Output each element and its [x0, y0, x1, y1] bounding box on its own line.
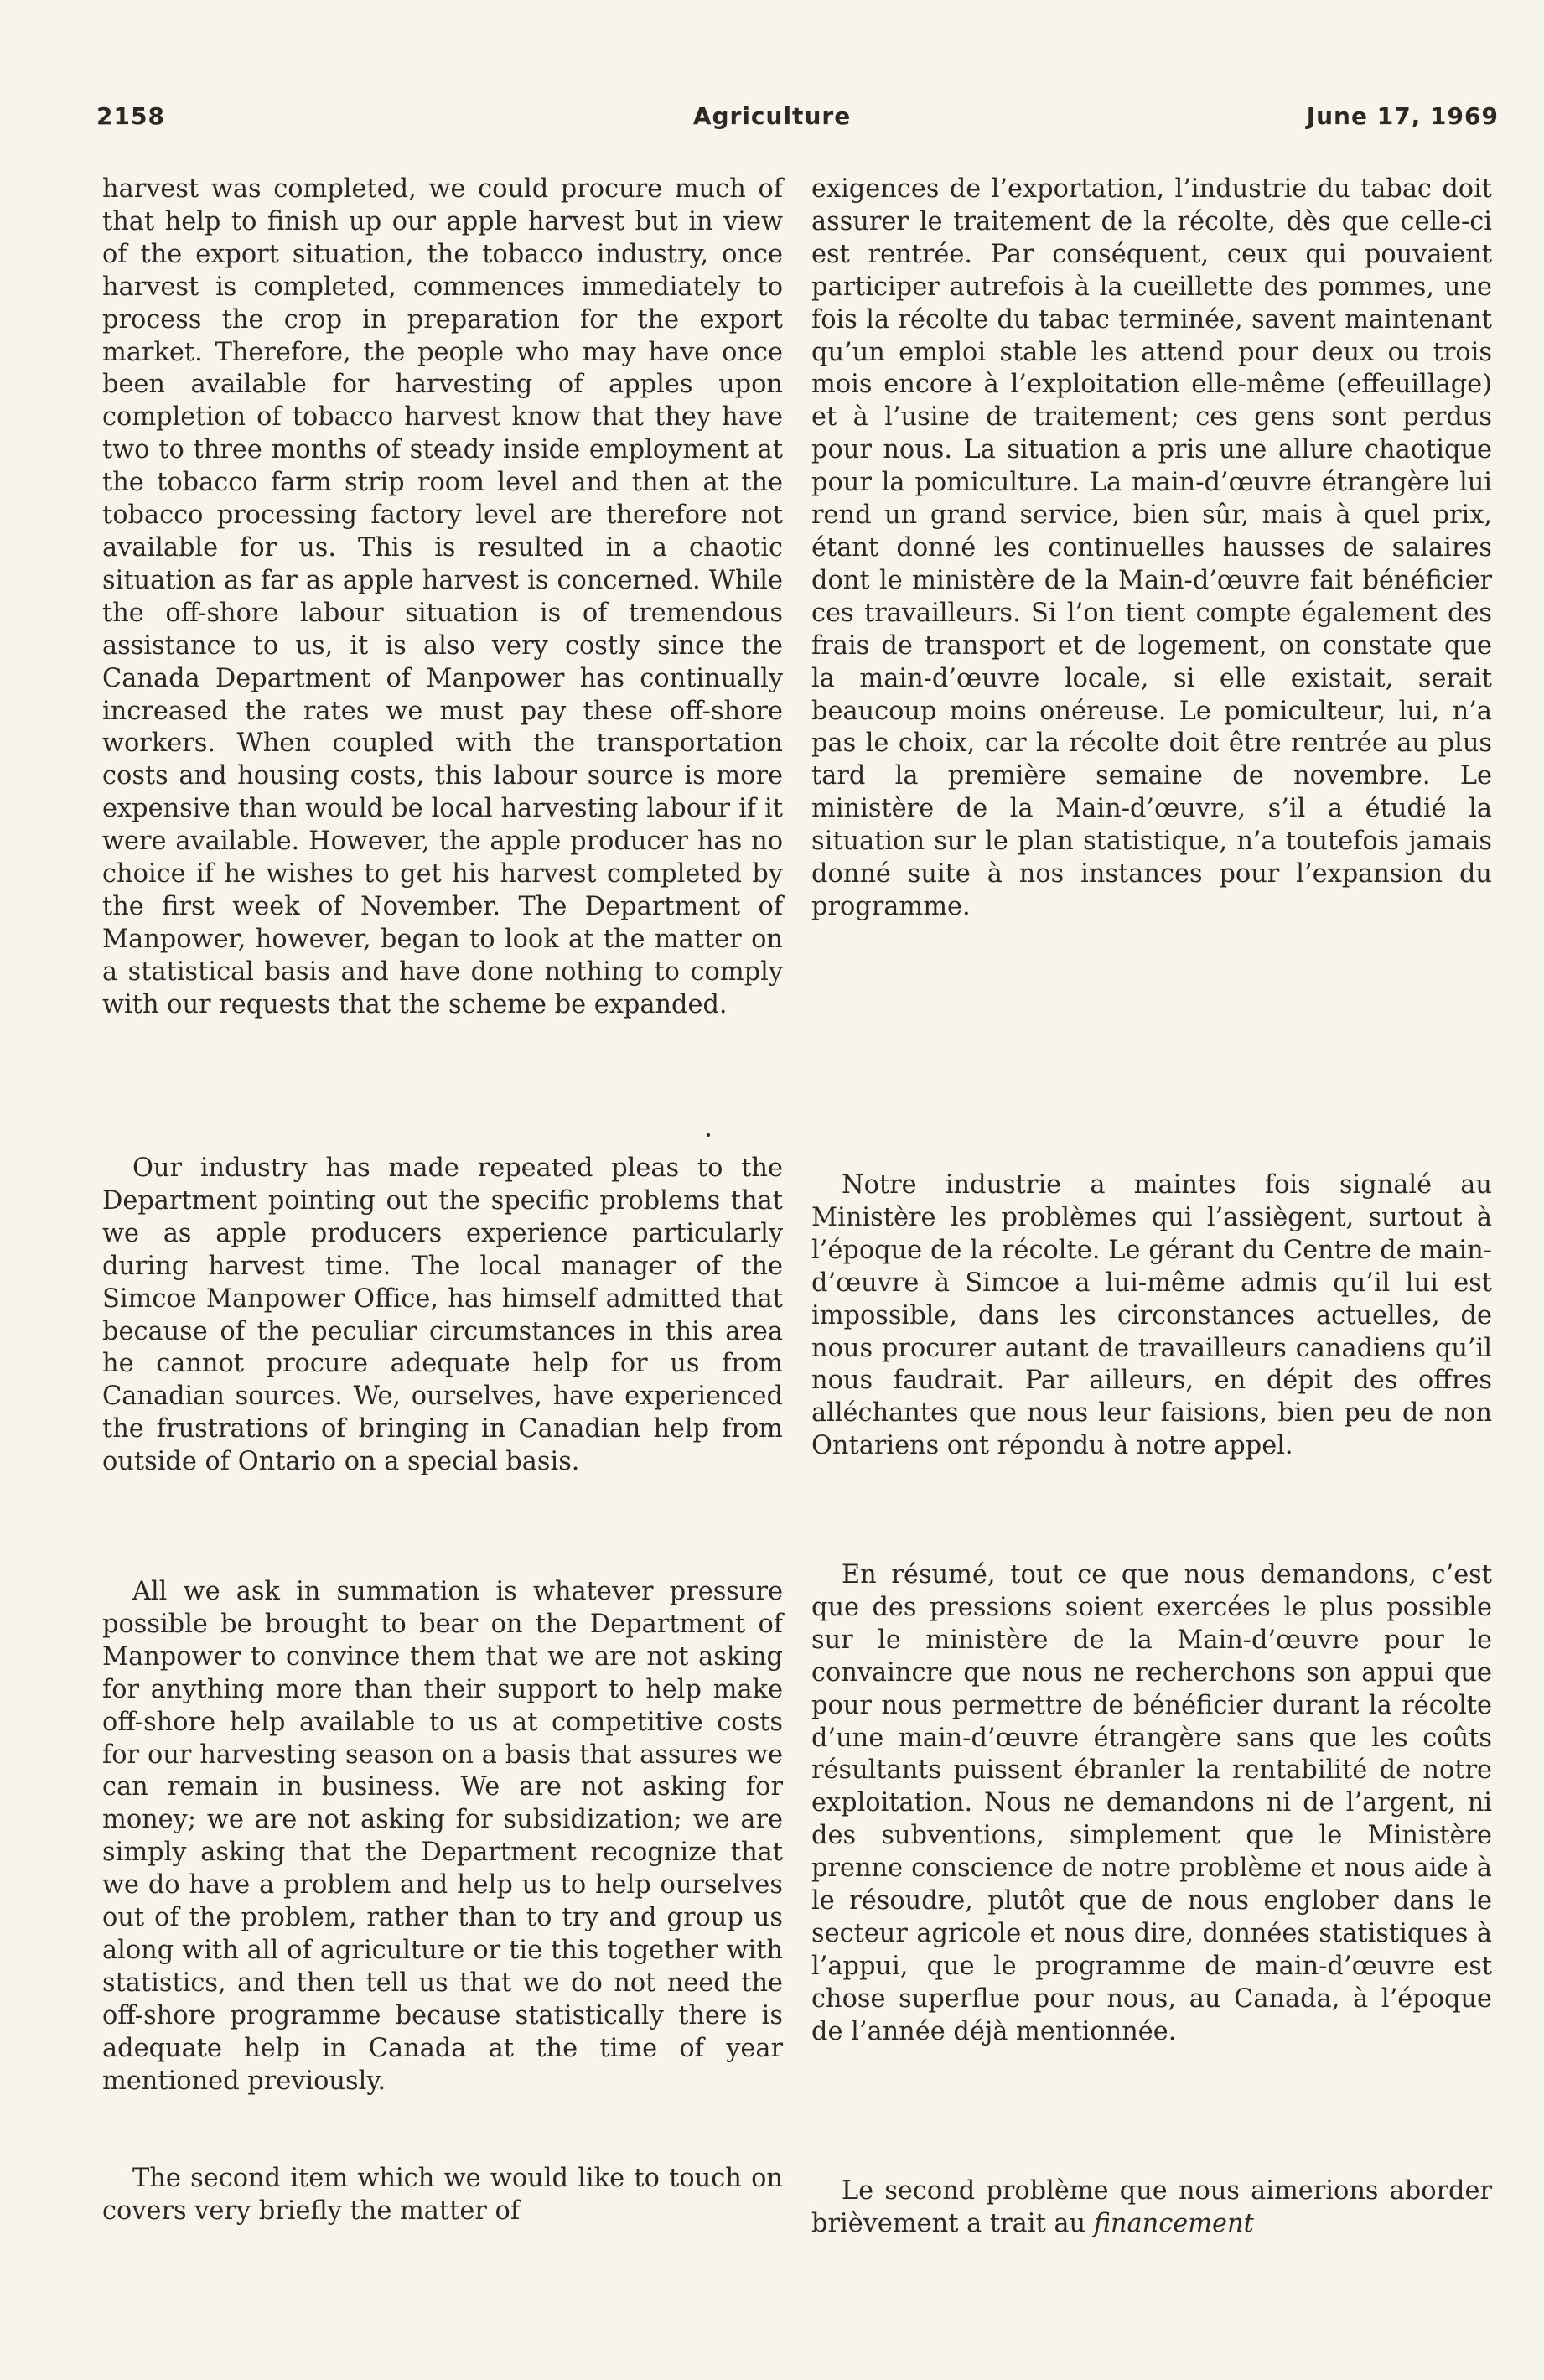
separator-dot [707, 1133, 710, 1137]
english-column [102, 174, 783, 1022]
french-column [811, 174, 1492, 924]
english-column-p2 [102, 1153, 783, 1479]
french-paragraph-1: exigences de l’exportation, l’industrie du tabac doit assurer le traitement de la récolte, dès que celle-ci est rentrée. Par conséquent, ceux qui pouvaient participer autrefois à la cueillette des pommes, une fois la récolte du tabac terminée, savent maintenant qu’un emploi stable les attend pour deux ou trois mois encore à l’exploitation elle-même (effeuillage) et à l’usine de traitement; ces gens sont perdus pour nous. La situation a pris une allure chaotique pour la pomiculture. La main-d’œuvre étrangère lui rend un grand service, bien sûr, mais à quel prix, étant donné les continuelles hausses de salaires dont le ministère de la Main-d’œuvre fait bénéficier ces travailleurs. Si l’on tient compte également des frais de transport et de logement, on constate que la main-d’œuvre locale, si elle existait, serait beaucoup moins onéreuse. Le pomiculteur, lui, n’a pas le choix, car la récolte doit être rentrée au plus tard la première semaine de novembre. Le ministère de la Main-d’œuvre, s’il a étudié la situation sur le plan statistique, n’a toutefois jamais donné suite à nos instances pour l’expansion du programme. [811, 174, 1492, 921]
page-header [0, 102, 1544, 141]
english-column-p4 [102, 2163, 783, 2228]
french-paragraph-3: En résumé, tout ce que nous demandons, c’est que des pressions soient exercées le plus possible sur le ministère de la Main-d’œuvre pour le convaincre que nous ne recherchons son appui que pour nous permettre de bénéficier durant la récolte d’une main-d’œuvre étrangère sans que les coûts résultants puissent ébranler la rentabilité de notre exploitation. Nous ne demandons ni de l’argent, ni des subventions, simplement que le Ministère prenne conscience de notre problème et nous aide à le résoudre, plutôt que de nous englober dans le secteur agricole et nous dire, données statistiques à l’appui, que le programme de main-d’œuvre est chose superflue pour nous, au Canada, à l’époque de l’année déjà mentionnée. [811, 1560, 1492, 2046]
page-number: 2158 [96, 102, 165, 130]
english-column-p3 [102, 1576, 783, 2098]
french-column-p2 [811, 1169, 1492, 1463]
french-paragraph-2: Notre industrie a maintes fois signalé au Ministère les problèmes qui l’assiègent, surtout à l’époque de la récolte. Le gérant du Centre de main-d’œuvre à Simcoe a lui-même admis qu’il lui est impossible, dans les circonstances actuelles, de nous procurer autant de travailleurs canadiens qu’il nous faudrait. Par ailleurs, en dépit des offres alléchantes que nous leur faisions, bien peu de non Ontariens ont répondu à notre appel. [811, 1170, 1492, 1461]
french-column-p3 [811, 1559, 1492, 2049]
english-paragraph-4: The second item which we would like to touch on covers very briefly the matter of [102, 2164, 783, 2226]
section-title: Agriculture [692, 102, 852, 130]
english-paragraph-2: Our industry has made repeated pleas to the Department pointing out the specific problems that we as apple producers experience particularly during harvest time. The local manager of the Simcoe Manpower Office, has himself admitted that because of the peculiar circumstances in this area he cannot procure adequate help for us from Canadian sources. We, ourselves, have experienced the frustrations of bringing in Canadian help from outside of Ontario on a special basis. [102, 1154, 783, 1477]
french-paragraph-4-text: Le second problème que nous aimerions aborder brièvement a trait au [811, 2176, 1492, 2238]
english-paragraph-3: All we ask in summation is whatever pressure possible be brought to bear on the Department of Manpower to convince them that we are not asking for anything more than their support to help make off-shore help available to us at competitive costs for our harvesting season on a basis that assures we can remain in business. We are not asking for money; we are not asking for subsidization; we are simply asking that the Department recognize that we do have a problem and help us to help ourselves out of the problem, rather than to try and group us along with all of agriculture or tie this together with statistics, and then tell us that we do not need the off-shore programme because statistically there is adequate help in Canada at the time of year mentioned previously. [102, 1577, 783, 2096]
english-paragraph-1: harvest was completed, we could procure much of that help to finish up our apple harvest but in view of the export situation, the tobacco industry, once harvest is completed, commences immediately to process the crop in preparation for the export market. Therefore, the people who may have once been available for harvesting of apples upon completion of tobacco harvest know that they have two to three months of steady inside employment at the tobacco farm strip room level and then at the tobacco processing factory level are therefore not available for us. This is resulted in a chaotic situation as far as apple harvest is concerned. While the off-shore labour situation is of tremendous assistance to us, it is also very costly since the Canada Department of Manpower has continually increased the rates we must pay these off-shore workers. When coupled with the transportation costs and housing costs, this labour source is more expensive than would be local harvesting labour if it were available. However, the apple producer has no choice if he wishes to get his harvest completed by the first week of November. The Department of Manpower, however, began to look at the matter on a statistical basis and have done nothing to comply with our requests that the scheme be expanded. [102, 174, 783, 1019]
french-column-p4 [811, 2175, 1492, 2241]
french-emphasis-financement: financement [1093, 2208, 1254, 2238]
page-date: June 17, 1969 [1306, 102, 1499, 130]
french-paragraph-4 [811, 2175, 1492, 2241]
